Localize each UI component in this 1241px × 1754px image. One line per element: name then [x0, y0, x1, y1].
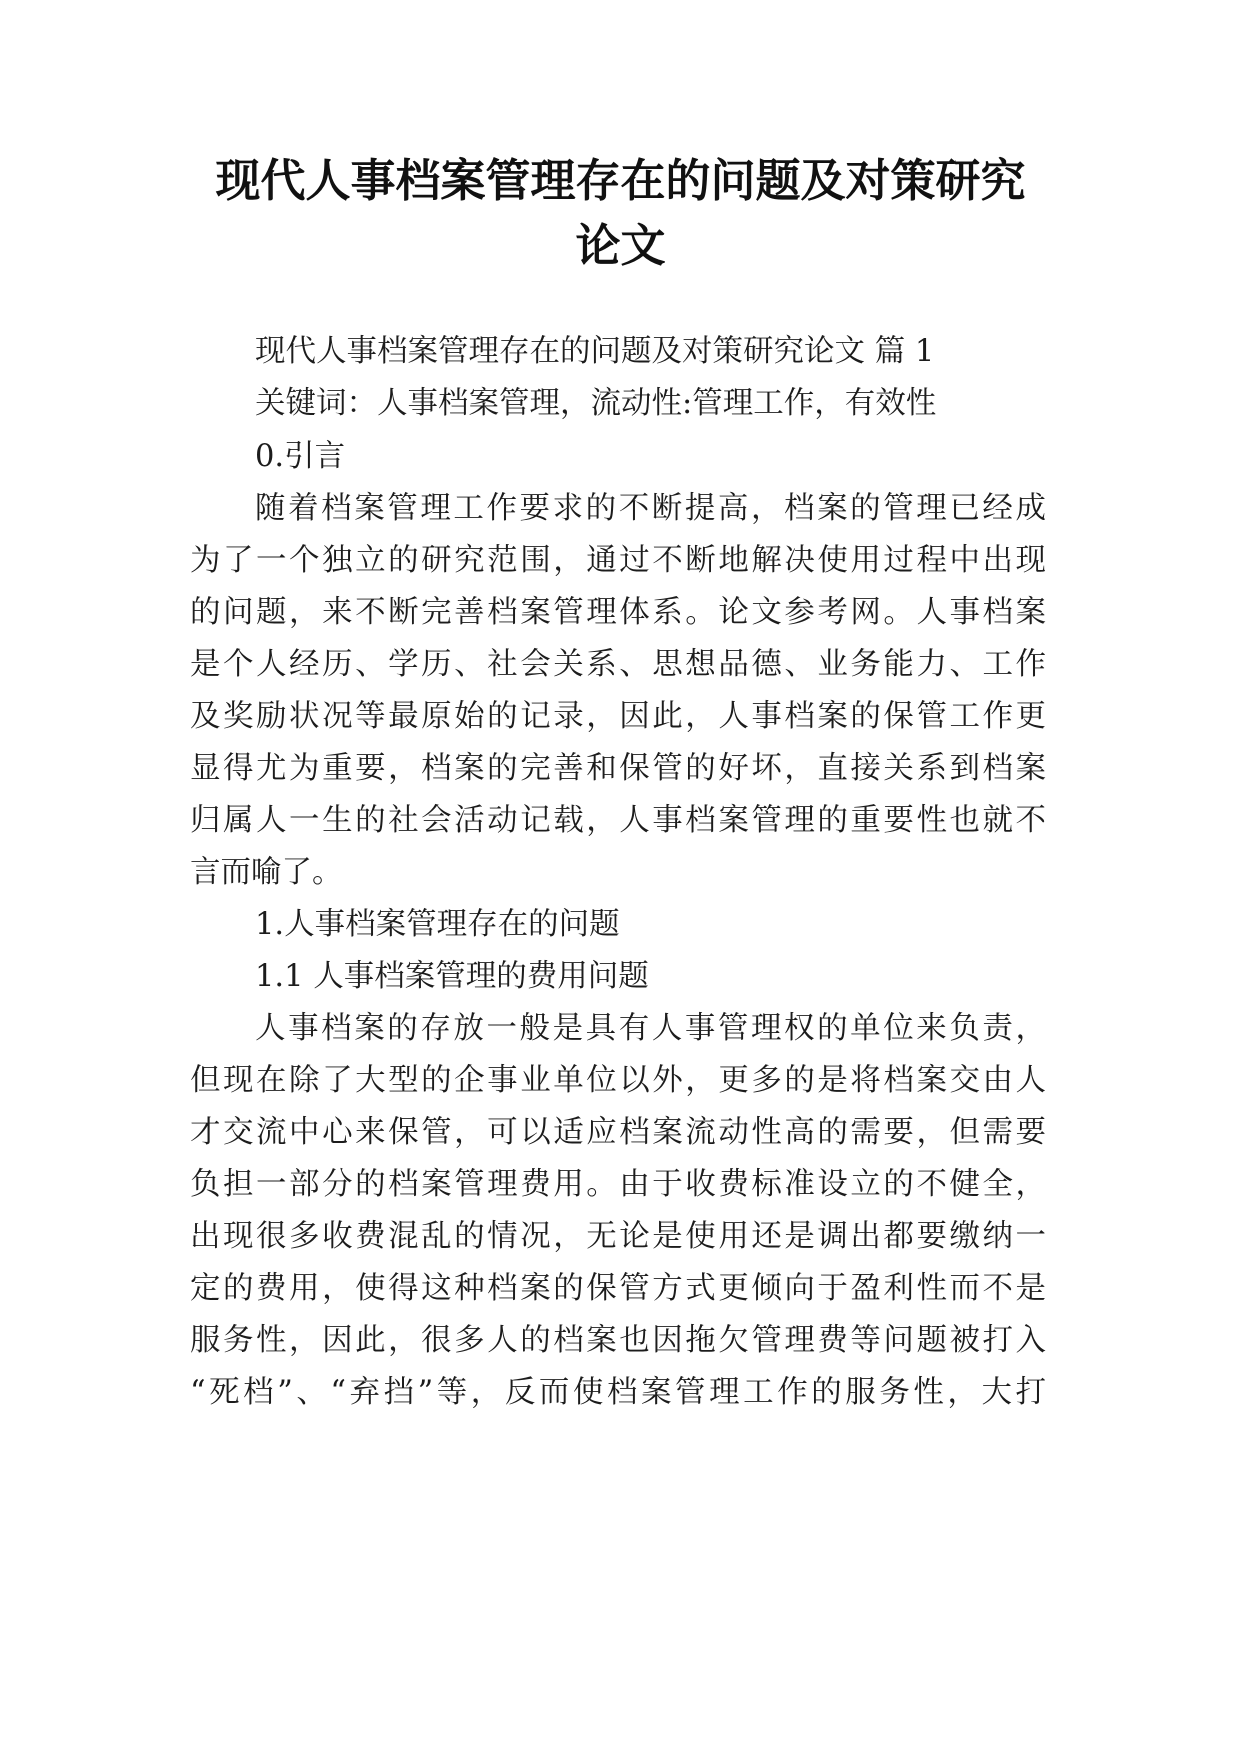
body-paragraph-line: 出现很多收费混乱的情况，无论是使用还是调出都要缴纳一	[190, 1219, 1046, 1254]
intro-paragraph-line: 言而喻了。	[190, 855, 343, 890]
article-subtitle: 现代人事档案管理存在的问题及对策研究论文 篇 1	[255, 334, 935, 369]
body-paragraph-line: 但现在除了大型的企事业单位以外，更多的是将档案交由人	[190, 1063, 1046, 1098]
document-title-line-1: 现代人事档案管理存在的问题及对策研究	[215, 154, 1026, 207]
body-paragraph-line: 定的费用，使得这种档案的保管方式更倾向于盈利性而不是	[190, 1271, 1046, 1306]
intro-paragraph-line: 的问题，来不断完善档案管理体系。论文参考网。人事档案	[190, 595, 1046, 630]
intro-paragraph-line: 显得尤为重要，档案的完善和保管的好坏，直接关系到档案	[190, 751, 1046, 786]
body-paragraph-line: 负担一部分的档案管理费用。由于收费标准设立的不健全，	[190, 1167, 1046, 1202]
body-paragraph-line: 服务性，因此，很多人的档案也因拖欠管理费等问题被打入	[190, 1323, 1046, 1358]
body-paragraph-line: 才交流中心来保管，可以适应档案流动性高的需要，但需要	[190, 1115, 1046, 1150]
section-1-heading: 1.人事档案管理存在的问题	[255, 907, 620, 942]
body-paragraph-line: “死档”、“弃挡”等，反而使档案管理工作的服务性，大打	[190, 1375, 1046, 1410]
intro-paragraph-line: 及奖励状况等最原始的记录，因此，人事档案的保管工作更	[190, 699, 1046, 734]
intro-paragraph-line: 为了一个独立的研究范围，通过不断地解决使用过程中出现	[190, 543, 1046, 578]
intro-paragraph-line: 归属人一生的社会活动记载，人事档案管理的重要性也就不	[190, 803, 1046, 838]
intro-paragraph-line: 是个人经历、学历、社会关系、思想品德、业务能力、工作	[190, 647, 1046, 682]
body-paragraph-line: 人事档案的存放一般是具有人事管理权的单位来负责，	[255, 1011, 1046, 1046]
section-1-1-heading: 1.1 人事档案管理的费用问题	[255, 959, 649, 994]
keywords-line: 关键词：人事档案管理，流动性:管理工作，有效性	[255, 386, 937, 421]
section-0-heading: 0.引言	[255, 439, 346, 474]
document-title-line-2: 论文	[575, 219, 666, 272]
intro-paragraph-line: 随着档案管理工作要求的不断提高，档案的管理已经成	[255, 491, 1046, 526]
